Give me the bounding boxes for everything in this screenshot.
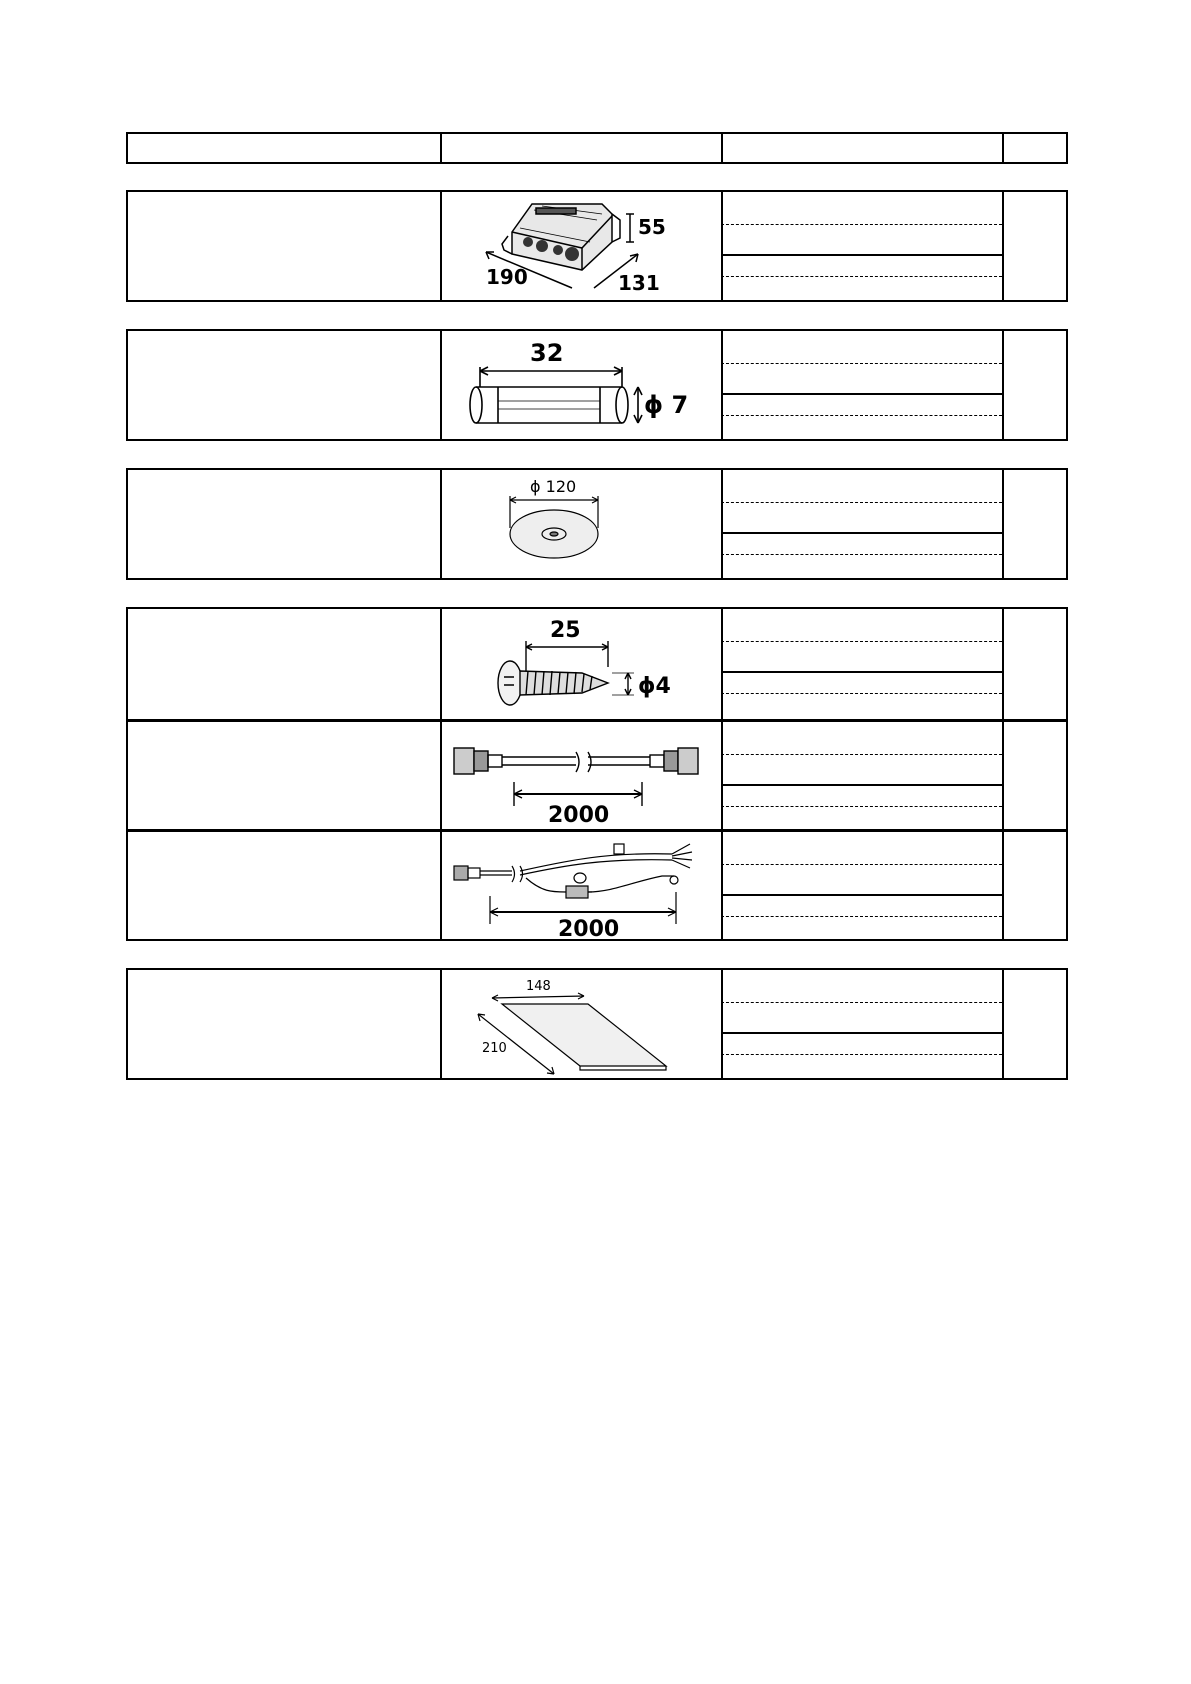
header-table	[126, 132, 1068, 164]
dotted-line	[721, 276, 1002, 277]
item-table-manual	[126, 968, 1068, 1080]
width-dim-label: 148	[526, 979, 551, 994]
screw-illustration	[442, 609, 721, 717]
description-cell	[721, 470, 1002, 578]
divider-line	[721, 254, 1002, 256]
row-screw	[128, 609, 1066, 717]
description-cell	[721, 331, 1002, 439]
dotted-line	[721, 415, 1002, 416]
divider-line	[721, 1032, 1002, 1034]
dotted-line	[721, 554, 1002, 555]
length-dim-label: 2000	[558, 917, 620, 940]
dotted-line	[721, 1054, 1002, 1055]
length-dim-label: 2000	[548, 803, 610, 828]
manual-illustration	[442, 970, 721, 1078]
fuse-illustration	[442, 331, 721, 439]
header-divider	[1002, 134, 1004, 162]
divider-line	[721, 894, 1002, 896]
description-cell	[721, 609, 1002, 717]
row-power-cable	[128, 829, 1066, 940]
cd-illustration	[442, 470, 721, 578]
dotted-line	[721, 224, 1002, 225]
cable-illustration	[442, 722, 721, 830]
item-table-cd	[126, 468, 1068, 580]
item-table-unit	[126, 190, 1068, 302]
column-divider	[1002, 970, 1004, 1078]
header-divider	[721, 134, 723, 162]
length-dim-label: 32	[530, 339, 564, 367]
dotted-line	[721, 693, 1002, 694]
column-divider	[1002, 192, 1004, 300]
item-table-accessories	[126, 607, 1068, 941]
dotted-line	[721, 916, 1002, 917]
description-cell	[721, 722, 1002, 830]
column-divider	[1002, 331, 1004, 439]
divider-line	[721, 671, 1002, 673]
divider-line	[721, 784, 1002, 786]
diameter-dim-label: ϕ 7	[644, 391, 689, 419]
length-dim-label: 190	[486, 265, 528, 289]
width-dim-label: 131	[618, 271, 660, 295]
description-cell	[721, 970, 1002, 1078]
divider-line	[721, 532, 1002, 534]
description-cell	[721, 832, 1002, 940]
dotted-line	[721, 641, 1002, 642]
power-cable-illustration	[442, 832, 721, 940]
row-cable	[128, 719, 1066, 830]
item-table-fuse	[126, 329, 1068, 441]
dotted-line	[721, 864, 1002, 865]
dotted-line	[721, 754, 1002, 755]
header-divider	[440, 134, 442, 162]
column-divider	[1002, 470, 1004, 578]
dotted-line	[721, 806, 1002, 807]
height-dim-label: 55	[638, 215, 666, 239]
diameter-dim-label: ϕ 120	[530, 477, 577, 496]
dotted-line	[721, 1002, 1002, 1003]
height-dim-label: 210	[482, 1041, 507, 1056]
unit-illustration	[442, 192, 721, 300]
divider-line	[721, 393, 1002, 395]
dotted-line	[721, 502, 1002, 503]
diameter-dim-label: ϕ4	[638, 674, 671, 699]
length-dim-label: 25	[550, 618, 581, 643]
description-cell	[721, 192, 1002, 300]
dotted-line	[721, 363, 1002, 364]
